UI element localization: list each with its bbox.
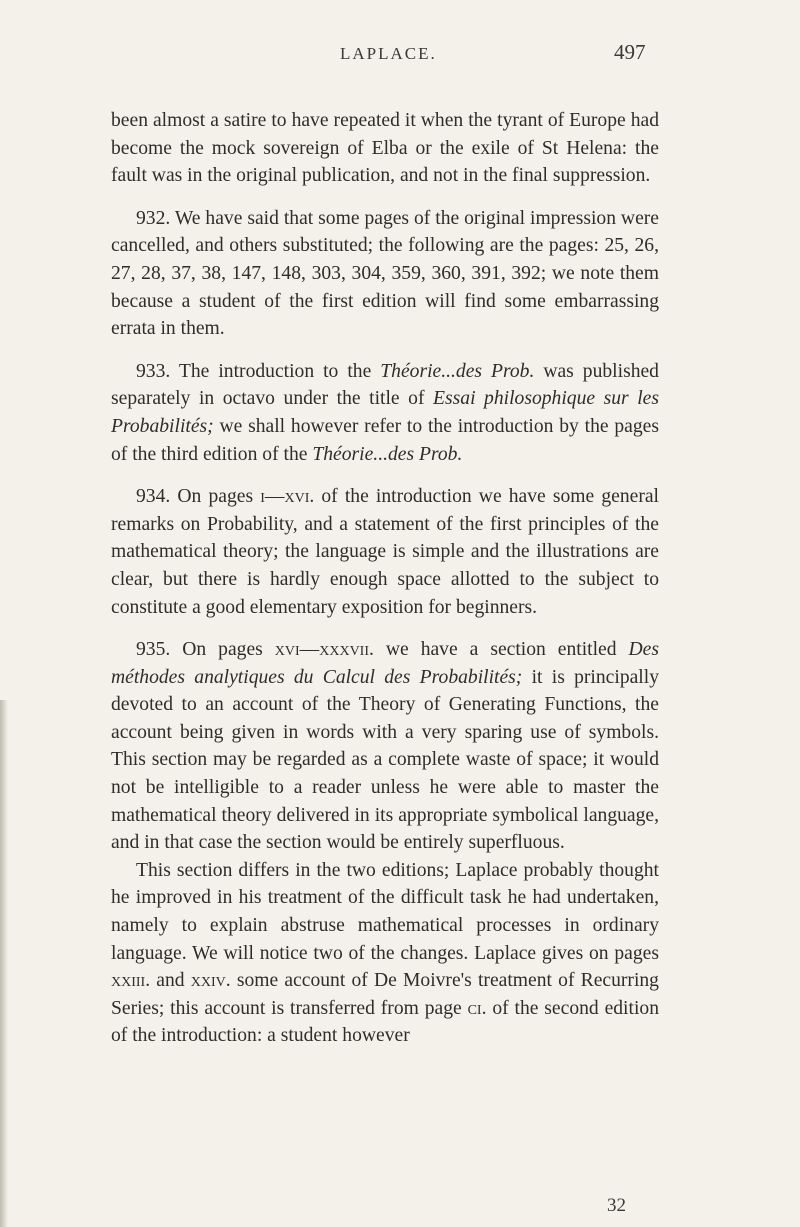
signature-mark: 32 [607, 1195, 626, 1216]
paragraph-933: 933. The introduction to the Théorie...des Prob. was published separately in octavo under the title of Essai philosophique sur les Probabilités; we shall however refer to the introduction by the pages of the third edition of the Théorie...des Prob. [111, 360, 659, 465]
page-header [0, 40, 800, 74]
paragraph-934: 934. On pages i—xvi. of the introduction we have some general remarks on Probability, and a statement of the first principles of the mathematical theory; the language is simple and the illustrations are clear, but there is hardly enough space allotted to the subject to constitute a good elementary exposition for beginners. [111, 486, 660, 618]
body-text [111, 107, 659, 1050]
paragraph-935: 935. On pages xvi—xxxvii. we have a section entitled Des méthodes analytiques du Calcul des Probabilités; it is principally devoted to an account of the Theory of Generating Functions, the account being given in words with a very sparing use of symbols. This section may be regarded as a complete waste of space; it would not be intelligible to a reader unless he were able to master the mathematical theory delivered in its appropriate symbolical language, and in that case the section would be entirely superfluous. [111, 639, 660, 854]
running-title: LAPLACE. [340, 44, 437, 63]
paragraph-continued: been almost a satire to have repeated it when the tyrant of Europe had become the mock sovereign of Elba or the exile of St Helena: the fault was in the original publication, and not in the final suppression. [111, 110, 659, 187]
paragraph-932: 932. We have said that some pages of the original impression were cancelled, and others substituted; the following are the pages: 25, 26, 27, 28, 37, 38, 147, 148, 303, 304, 359, 360, 391, 392; we note them because a student of the first edition will find some embarrassing errata in them. [111, 207, 659, 340]
page-edge-shadow [0, 700, 8, 1227]
paragraph-936: This section differs in the two editions; Laplace probably thought he improved in his treatment of the difficult task he had undertaken, namely to explain abstruse mathematical processes in ordinary language. We will notice two of the changes. Laplace gives on pages xxiii. and xxiv. some account of De Moivre's treatment of Recurring Series; this account is transferred from page ci. of the second edition of the introduction: a student however [111, 859, 659, 1047]
page-number: 497 [614, 40, 646, 64]
